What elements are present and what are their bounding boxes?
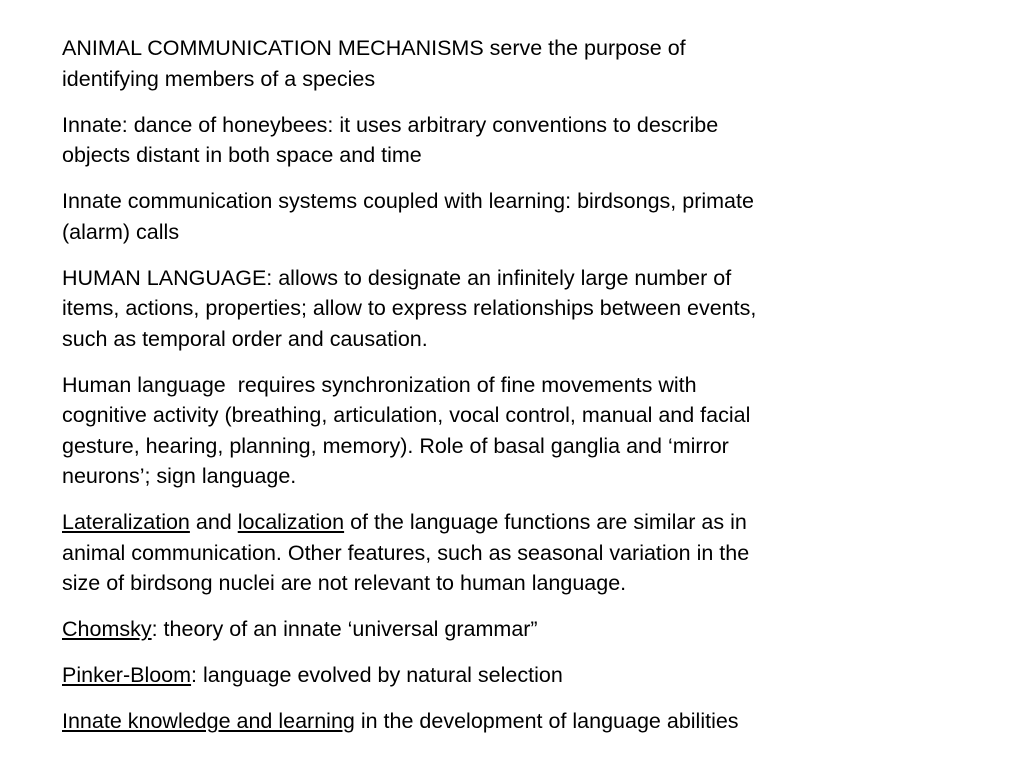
text-segment: : theory of an innate ‘universal grammar” (151, 617, 538, 641)
text-line: (alarm) calls (62, 219, 180, 244)
text-line: Innate communication systems coupled with learning: birdsongs, primate (62, 189, 754, 213)
term-lateralization: Lateralization (62, 510, 190, 534)
text-line: gesture, hearing, planning, memory). Role of basal ganglia and ‘mirror (62, 433, 729, 458)
text-line: Innate: dance of honeybees: it uses arbitrary conventions to describe (62, 112, 719, 137)
paragraph-lateralization (62, 507, 962, 599)
paragraph-chomsky (62, 614, 962, 645)
text-line: size of birdsong nuclei are not relevant to human language. (62, 571, 627, 595)
paragraph-innate-honeybees (62, 110, 962, 171)
text-segment: and (189, 510, 238, 534)
paragraph-pinker-bloom (62, 660, 962, 691)
text-segment: : language evolved by natural selection (191, 663, 563, 687)
text-line: neurons’; sign language. (62, 464, 297, 488)
text-line: items, actions, properties; allow to express relationships between events, (62, 296, 757, 320)
text-line: Human language requires synchronization of fine movements with (62, 372, 697, 397)
text-segment: of the language functions are similar as in (344, 510, 747, 534)
text-segment: in the development of language abilities (354, 709, 739, 733)
text-line: such as temporal order and causation. (62, 326, 428, 351)
term-localization: localization (237, 510, 345, 534)
text-line: animal communication. Other features, such as seasonal variation in the (62, 540, 750, 565)
term-pinker-bloom: Pinker-Bloom (62, 663, 192, 687)
paragraph-synchronization (62, 370, 962, 492)
term-innate-knowledge: Innate knowledge and learning (62, 709, 355, 733)
text-line: cognitive activity (breathing, articulation, vocal control, manual and facial (62, 403, 751, 427)
paragraph-innate-learning (62, 186, 962, 247)
paragraph-animal-communication (62, 33, 962, 94)
paragraph-human-language (62, 263, 962, 355)
text-line: ANIMAL COMMUNICATION MECHANISMS serve the purpose of (62, 36, 686, 60)
paragraph-innate-knowledge (62, 706, 962, 737)
term-chomsky: Chomsky (62, 617, 152, 641)
text-line: HUMAN LANGUAGE: allows to designate an infinitely large number of (62, 265, 732, 290)
slide-content (62, 33, 962, 752)
text-line: objects distant in both space and time (62, 143, 422, 167)
text-line: identifying members of a species (62, 66, 376, 91)
